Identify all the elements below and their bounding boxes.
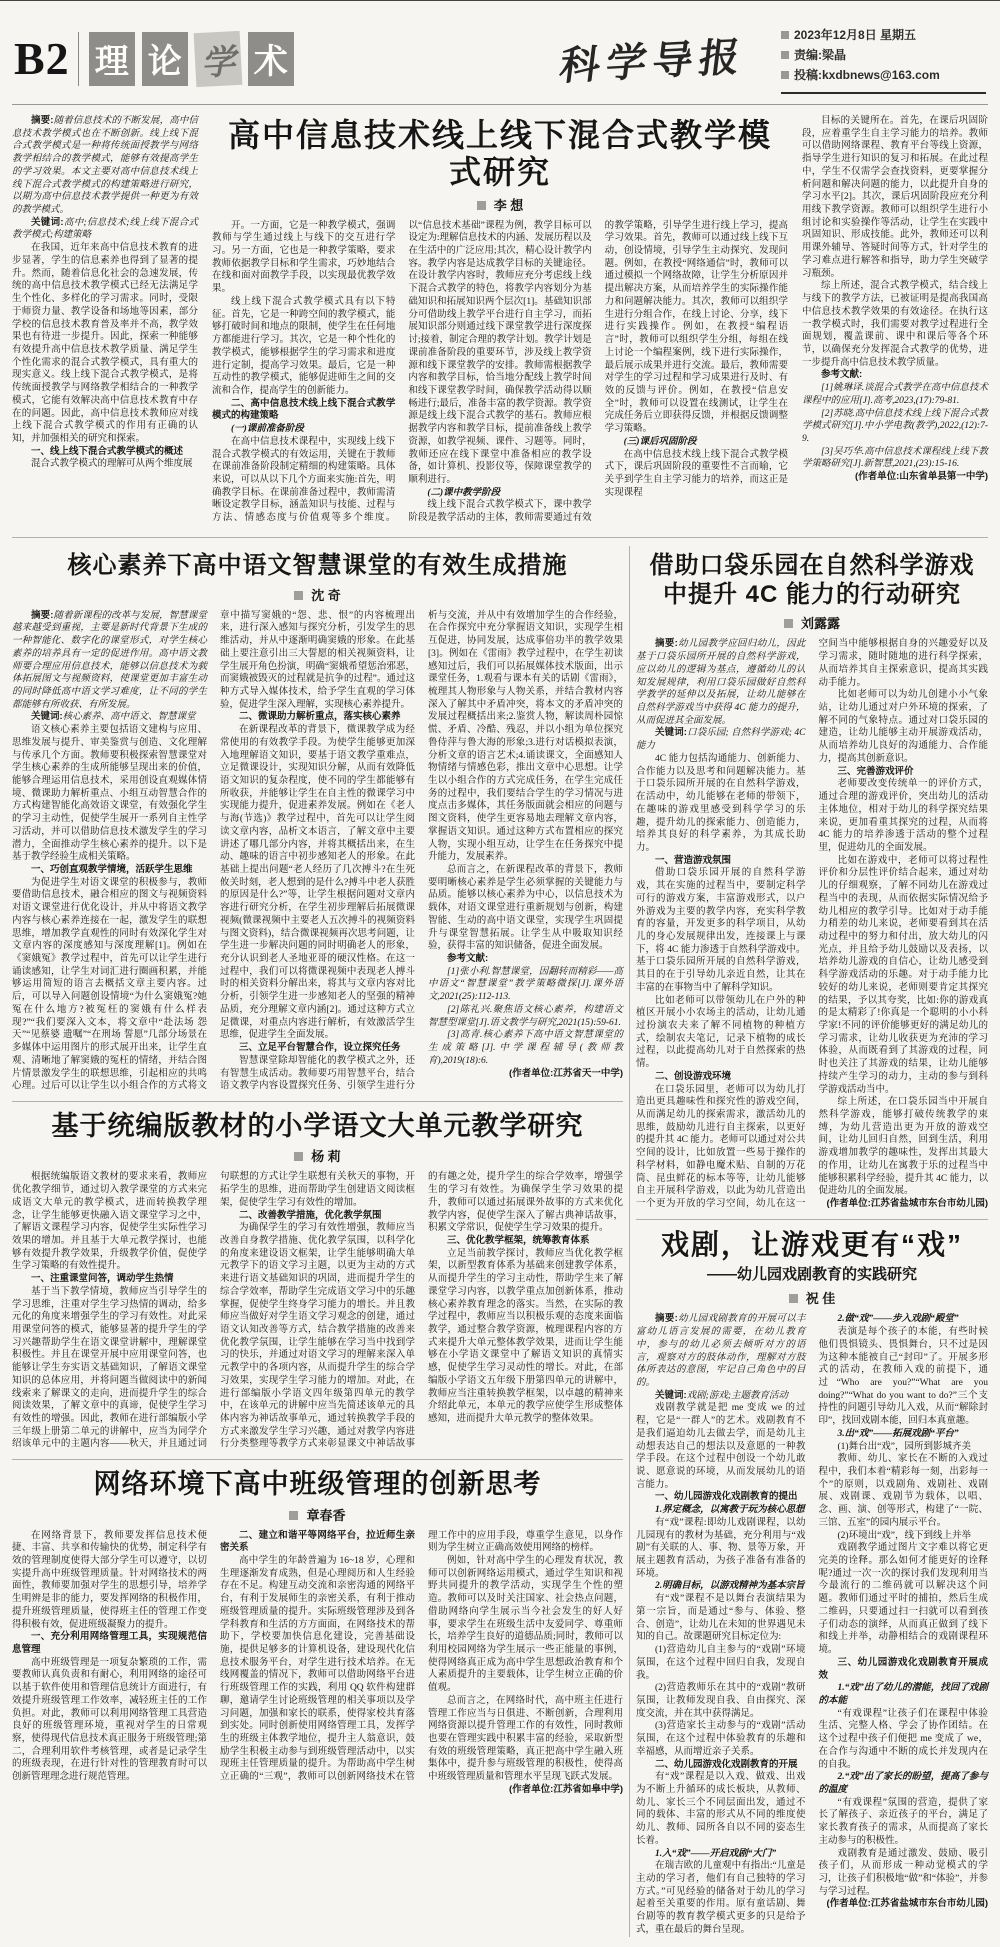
paragraph: 综上所述，混合式教学模式，结合线上与线下的教学方法，已被证明是提高我国高中信息技术教学效果的有效途径。在执行这一教学模式时，我们需要对教学过程进行全面规划，覆盖课前、课中和课后等各个环节，以确保充分发挥混合式教学的优势，进一步提升高中信息技术教学质量。: [802, 281, 988, 368]
paragraph: [2]陈礼兴.聚焦语文核心素养，构建语文智慧型课堂[J].语文教学与研究,2021(15):59-61.: [428, 1004, 623, 1028]
date-line: 2023年12月8日 星期五: [781, 26, 986, 43]
bullet-square-icon: [781, 71, 789, 79]
byline-marker-icon: [784, 619, 793, 628]
paragraph: 有“戏”课程:即幼儿戏剧课程，以幼儿园现有的教材为基础，充分利用与“戏剧”有关联的人、事、物、景等万象，开展主题教育活动，为孩子准备有准备的环境。: [636, 1517, 806, 1579]
paragraph: 为促进学生对语文课堂的积极参与，教师要借助信息技术，融合相应的图文与视频资料对语文课堂进行优化设计，并从中将语文教学内容与核心素养连接在一起，激发学生的联想思维，增加教学直观性的同时有效深化学生对文章内容的深度感知与深度理解[1]。例如在《窦娥冤》教学过程中，首先可以让学生进行诵读感知，让学生对词汇进行圈画积累，并能够运用简短的语言去概括文章主要内容。过后，可以导入问题创设情境“为什么窦娥冤?她冤在什么地方?被冤枉的窦娥有什么样表现?”“我们要深入文本，将文章中“赴法场 怨天”“见蔡婆 遗嘱”“在刑场 誓愿”几部分场景在多媒体中运用图片的形式展开出来，让学生直观、清晰地了解窦娥的冤枉的情绪，并结合图片情景激发学生的联想思维，引起相应的共鸣心理。过后可以让学生以小组合作的方式将文章中描写窦娥的“怨、悲、恨”的内容梳理出来，进行深入感知与探究分析，引发学生的思维活动，并从中逐渐明确窦娥的形象。在此基础上要注意引出三大誓愿的相关视频资料，让学生展开角色扮演，明确“窦娥希望惩治邪恶，而窦娥被毁灭的过程就是抗争的过程”。通过这种方式导入媒体技术，给予学生直观的学习体验，促进学生深入理解，实现核心素养提升。: [12, 610, 415, 1092]
article-4-title: 基于统编版教材的小学语文大单元教学研究: [51, 1110, 584, 1141]
article-5-byline: 祝 佳: [636, 1288, 988, 1307]
section-char-box: 论: [142, 32, 188, 86]
lower-band: [12, 546, 988, 1937]
article-3-title: 借助口袋乐园在自然科学游戏 中提升 4C 能力的行动研究: [649, 551, 975, 608]
article-6-body: [12, 1530, 623, 1797]
paragraph: 三、完善游戏评价: [837, 765, 914, 777]
paragraph: 关键词:高中;信息技术;线上线下混合式教学模式;构建策略: [12, 216, 199, 241]
horizontal-rule: [12, 1459, 623, 1460]
article-1-left-column: [12, 115, 198, 525]
editor-line: 责编:梁晶: [781, 46, 986, 63]
paragraph: 关键词:戏剧;游戏;主题教育活动: [655, 1389, 788, 1401]
paragraph: [3]高青.核心素养下高中语文智慧课堂的生成策略[J].中学课程辅导(教师教育),2019(18):6.: [428, 1030, 623, 1066]
paragraph: 例如，针对高中学生的心理发育状况，教师可以创新网络运用模式，通过学生知识和视野共同提升的教学活动，实现学生个性的塑造。教师可以及时关注国家、社会热点问题，借助网络向学生展示当今社会发生的好人好事，要求学生在班级生活中友爱同学、尊重师长，培养学生良好的道德品质;同时，教师可以利用校园网络为学生展示一些正能量的事例，使得网络真正成为高中学生思想政治教育和个人素质提升的主要载体，让学生树立正确的价值观。: [428, 1555, 623, 1694]
paragraph: 比如老师可以为幼儿创建小小气象站，让幼儿通过对户外环境的探索，了解不同的气象特点。通过对口袋乐园的建造，让幼儿能够主动开展游戏活动，从而培养幼儿良好的沟通能力、合作能力，提高其创新意识。: [818, 690, 988, 764]
paragraph: 二、高中信息技术线上线下混合式教学模式的构建策略: [212, 397, 396, 422]
paragraph: 一、幼儿园游戏化戏剧教育的提出: [655, 1491, 798, 1503]
vertical-rule: [629, 546, 630, 1937]
paragraph: [2]苏晓.高中信息技术线上线下混合式教学模式研究[J].中小学电教(教学),2022,(12):7-9.: [802, 408, 988, 444]
paragraph: 三、立足平台智慧合作，设立探究任务: [239, 1042, 401, 1054]
header-info-block: [781, 23, 986, 94]
paragraph: (作者单位:江苏省盐城市东台市幼儿园): [826, 1198, 988, 1210]
paragraph: (一)课前准备阶段: [231, 424, 304, 435]
bullet-square-icon: [781, 31, 789, 39]
article-class-management: [12, 1468, 623, 1796]
horizontal-rule: [636, 1219, 988, 1220]
paragraph: 老师要改变传统单一的评价方式，通过合理的游戏评价，突出幼儿的活动主体地位，相对于幼儿的科学探究结果来说，更加看重其探究的过程，从而将 4C 能力的培养渗透于活动的整个过程里，促进幼儿的全面发展。: [818, 779, 988, 853]
section-char-box: 理: [89, 32, 135, 86]
paragraph: (2)环境出“戏”，线下到线上并举: [837, 1530, 972, 1541]
article-1-byline: 李 想: [212, 195, 788, 214]
paragraph: 基于当下教学情境，教师应当引导学生的学习思维，注重对学生学习热情的调动，给多元化的角度来增强学生的学习有效性。对此采用课堂问答的模式，能够显著的提升学生的学习兴趣帮助学生在语文课堂讲解中，理解课堂积极性。并且在课堂开展中应用课堂问答，也能够让学生夯实语文基础知识，了解语文课堂知识的总体应用，并将问题当做阅读中的新闻线索来了解课文的走向，进而提升学生的综合阅读效果，了解文章中的真谛，促使学生学习有效性的增强。因此，教师在进行部编版小学三年级上册第二单元的讲解中，应当为同学介绍该单元中的主题内容——秋天，并且通过词句联想的方式让学生联想有关秋天的事物，开拓学生的思维，进而帮助学生创建语文阅读框架，促使学生学习有效性的增加。: [12, 1172, 415, 1450]
paragraph: 根据统编版语文教材的要求来看，教师应优化教学细节，通过切入教学课堂的方式来完成语文大单元的教学模式，进而转换教学理念，让学生能够更快融入语文课堂学习之中，了解语文课程学习内容，促使学生实际性学习效果的增加。并且基于大单元教学探讨，也能够有效提升教学效果，升级教学价值，促使学生学习策略的有效性提升。: [12, 1172, 207, 1272]
submission-email-line: 投稿:kxdbnews@163.com: [781, 66, 986, 83]
paragraph: 4C 能力包括沟通能力、创新能力、合作能力以及思考和问题解决能力。基于口袋乐园所开展的在自然科学游戏，在活动中，幼儿能够在老师的带领下，在趣味的游戏里感受到科学学习的乐趣，提升幼儿的探索能力、创造能力，培养其良好的科学素养，为其成长助力。: [636, 753, 806, 853]
section-char-box: 学: [193, 30, 242, 86]
paragraph: 有“戏”课程是以入戏、做戏、出戏为不断上升循环的成长板块，从教师、幼儿、家长三个不同层面出发，通过不同的载体、丰富的形式从不同的维度使幼儿、教师、园所各自以不同的姿态生长着。: [636, 1772, 806, 1846]
paragraph: (1)舞台出“戏”，园所到影城齐美: [837, 1441, 972, 1452]
paragraph: (3)营造家长主动参与的“戏剧”活动氛围，在这个过程中体验教育的乐趣和幸福感，从而增近亲子关系。: [636, 1721, 806, 1757]
paragraph: 综上所述，在口袋乐园当中开展自然科学游戏，能够打破传统教学的束缚，为幼儿营造出更为开放的游戏空间，让幼儿回归自然，回到生活，利用游戏增加教学的趣味性，发挥出其最大的作用，让幼儿在寓教于乐的过程当中能够积累科学经验，提升其 4C 能力，以促进幼儿的全面发展。: [818, 1097, 988, 1197]
paragraph: 高中学生的年龄普遍为 16~18 岁，心理和生理逐渐发育成熟，但是心理阅历和人生经验存在不足。构建互动交流和亲密沟通的网络平台，有利于发展师生的亲密关系，有利于推动班级管理质量的提升。实际班级管理涉及到各学科教育和生活的方方面面，在网络技术的帮助下，学校要加快信息化建设，完善基础设施，提供足够多的计算机设备，建设现代化信息技术服务平台，对学生进行技术培养。在无线网覆盖的情况下，教师可以借助网络平台进行班级管理工作的实践，利用 QQ 软件构建群聊，邀请学生讨论班级管理的相关事项以及学习问题，加强和家长的联系，使得家校共育落到实处。同时创新使用网络管理工具，发挥学生的班级主体教学地位，提升主人翁意识，鼓励学生积极主动参与到班级管理活动中，以实现班主任管理质量的提升。为帮助高中学生树立正确的“三观”，教师可以创新网络技术在管理工作中的应用手段，尊重学生意见，以身作则为学生树立正确高效使用网络的榜样。: [220, 1530, 623, 1783]
paragraph: 在高中信息技术线上线下混合式教学模式下，课后巩固阶段的重要性不言而喻，它关乎到学生自主学习能力的培养，而这正是实现课程: [604, 449, 788, 498]
article-4-byline: 杨 莉: [12, 1146, 623, 1165]
article-3-body: [636, 638, 988, 1210]
article-3-byline: 刘露露: [636, 613, 988, 632]
paragraph: 开。一方面，它是一种教学模式，强调教师与学生通过线上与线下的交互进行学习。另一方面，它也是一种教学策略，要求教师依据教学目标和学生需求，巧妙地结合在线和面对面教学手段，以实现最优教学效果。: [212, 220, 396, 295]
byline-marker-icon: [294, 591, 303, 600]
paragraph: 在高中信息技术课程中，实现线上线下混合式教学模式的有效运用，关键在于教师在课前准备阶段制定精细的构建策略。具体来说，可以从以下几个方面来实施:首先，明确教学目标。在课前准备过程中，教师需清晰设定教学目标，涵盖知识与技能、过程与方法、情感态度与价值观等多个维度。以“信息技术基础”课程为例，教学目标可以设定为:理解信息技术的内涵、发展历程以及在生活中的广泛应用;其次，精心设计教学内容。教学内容是达成教学目标的关键途径。在设计教学内容时，教师应充分考虑线上线下混合式教学的特色，将教学内容划分为基础知识和拓展知识两个层次[1]。基础知识部分可借助线上教学平台进行自主学习，而拓展知识部分则通过线下课堂教学进行深度探讨;接着，制定合理的教学计划。教学计划是课前准备阶段的重要环节，涉及线上教学资源和线下课堂教学的安排。教师需根据教学内容和教学目标，恰当地分配线上教学时间和线下课堂教学时间，确保教学活动得以顺畅进行;最后，准备丰富的教学资源。教学资源是线上线下混合式教学的基石。教师应根据教学内容和教学目标，提前准备线上教学资源，如教学视频、课件、习题等。同时，教师还应在线下课堂中准备相应的教学设备，如计算机、投影仪等，保障课堂教学的顺利进行。: [212, 220, 592, 524]
paragraph: 线上线下混合式教学模式具有以下特征。首先，它是一种跨空间的教学模式，能够打破时间和地点的限制，使学生在任何地方都能进行学习。其次，它是一种个性化的教学模式，能够根据学生的学习需求和进度进行定制，提高学习效果。最后，它是一种互动性的教学模式，能够促进师生之间的交流和合作，提高学生的创新能力。: [212, 296, 396, 396]
paragraph: [1]姚琳译.谈混合式教学在高中信息技术课程中的应用[J].高考,2023,(17):79-81.: [802, 383, 988, 406]
paragraph: 线上线下混合式教学模式下，课中教学阶段是教学活动的主体，教师需要通过有效的教学策略，引导学生进行线上学习，提高学习效果。首先，教师可以通过线上线下互动，创设情境，引导学生主动探究、发现问题。例如，在教授“网络通信”时，教师可以通过模拟一个网络故障，让学生分析原因并提出解决方案，从而培养学生的实际操作能力和问题解决能力。其次，教师可以组织学生进行分组合作，在线上讨论、分享，线下进行实践操作。例如，在教授“编程语言”时，教师可以组织学生分组，每组在线上讨论一个编程案例，线下进行实际操作，最后展示成果并进行交流。最后，教师需要对学生的学习过程和学习成果进行及时、有效的反馈与评价。例如，在教授“信息安全”时，教师可以设置在线测试，让学生在完成任务后立即获得反馈，并根据反馈调整学习策略。: [408, 220, 788, 524]
article-5-subtitle: ——幼儿园戏剧教育的实践研究: [706, 1266, 917, 1284]
paragraph: 摘要:随着信息技术的不断发展，高中信息技术教学模式也在不断创新。线上线下混合式教学模式是一种将传统面授教学与网络教学相结合的教学模式，能够有效提高学生的学习效果。本文主要对高中信息技术线上线下混合式教学模式的构建策略进行研究，以期为高中信息技术教学提供一种更为有效的教学模式。: [12, 115, 198, 216]
paragraph: 二、改善教学措施，优化教学氛围: [239, 1209, 382, 1221]
paragraph: 2.做“戏”——步入戏剧“殿堂”: [837, 1314, 959, 1325]
paragraph: 二、建立和谐平等网络平台，拉近师生亲密关系: [220, 1529, 415, 1554]
paragraph: 教师、幼儿、家长在不断的入戏过程中，我们本着“精彩每一刻，出彩每一个”的原则，以戏剧角、戏剧社、戏剧展、戏剧课、戏剧节为载体，以唱、念、画、演、创等形式，构建了“一院、三馆、五室”的园内展示平台。: [818, 1454, 988, 1528]
horizontal-rule: [12, 537, 988, 538]
paragraph: 一、巧创直观教学情境，活跃学生思维: [31, 864, 193, 876]
paragraph: 1.“戏”出了幼儿的潜能，找回了戏剧的本能: [818, 1683, 988, 1706]
article-6-title: 网络环境下高中班级管理的创新思考: [93, 1469, 542, 1500]
paragraph: 摘要:随着新课程的改革与发展，智慧课堂越来越受到重视，主要是新时代背景下生成的一种智能化、数字化的课堂形式，对学生核心素养的培养具有一定的促进作用。高中语文教师要合理应用信息技术，能够以信息技术为载体拓展图文与视频资料，使课堂更加丰富生动的同时降低高中语文学习难度，让不同的学生都能够有所收获、有所发展。: [12, 609, 207, 710]
paragraph: 借助口袋乐园开展的自然科学游戏，其在实施的过程当中，要制定科学可行的游戏方案，丰富游戏形式，以户外游戏为主要的教学内容，充实科学教育的容量，开发更多的科学项目，从幼儿的身心发展规律出发，连接课上与课下，将 4C 能力渗透于自然科学游戏中。基于口袋乐园所开展的自然科学游戏，其目的在于引导幼儿亲近自然，让其在丰富的在事物当中了解科学知识。: [636, 868, 806, 993]
paragraph: 智慧课堂除却智能化的教学模式之外，还有智慧生成活动。教师要巧用智慧平台，结合语文教学内容设置探究任务、引领学生进行分析与交流，并从中有效增加学生的合作经验，在合作探究中充分掌握语文知识，实现学生相互促进，协同发展，达成事倍功半的教学效果[3]。例如在《雷雨》教学过程中，在学生初读感知过后，我们可以拓展媒体技术版面，出示课堂任务，1.观看与课本有关的话剧《雷雨》，梳理其人物形象与人物关系，并结合教材内容深入了解其中矛盾冲突，将本文的矛盾冲突的发展过程概括出来;2.鉴赏人物，解读周朴园惊慌、矛盾、冷酷、残忍，并以小组为单位探究鲁侍萍与鲁大海的形象;3.进行对话模拟表演，分析文章的语言艺术;4.诵读课文，全面感知人物情绪与情感色彩，推出文章中心思想。让学生以小组合作的方式完成任务，在学生完成任务的过程中，我们要结合学生的学习情况与进度点击多媒体，其任务版面就会相应的问题与图文资料，使学生更容易地去理解文章内容，掌握语文知识。通过这种方式布置相应的探究人物，实现小组互动，让学生在任务探究中提升能力，发展素养。: [220, 610, 623, 1092]
paragraph: [1]张小利.智慧课堂，因翻转而精彩——高中语文“智慧课堂”教学策略微探[J].课外语文,2021(25):112-113.: [428, 966, 623, 1003]
paragraph: (作者单位:山东省单县第一中学): [855, 471, 988, 483]
paragraph: 在网络背景下，教师要发挥信息技术便捷、丰富、共享和传输快的优势，制定科学有效的管理制度使得大部分学生可以遵守，以切实提升高中班级管理质量。针对网络技术的两面性，教师要加强对学生的思想引导，培养学生明辨是非的能力，要发挥网络的积极作用，提升班级管理质量，使得班主任的管理工作变得积极有效，促进班级凝聚力的提升。: [12, 1530, 207, 1630]
paragraph: 1.界定概念，以寓教于玩为核心思想: [655, 1505, 805, 1516]
page-number: B2: [14, 32, 70, 84]
byline-marker-icon: [477, 201, 486, 210]
paragraph: 参考文献:: [447, 953, 489, 965]
paragraph: (1)营造幼儿自主参与的“戏剧”环境氛围，在这个过程中回归自我，发现自我。: [636, 1645, 806, 1681]
paragraph: 三、优化教学框架，统筹教育体系: [447, 1234, 590, 1246]
paragraph: 总而言之，在新课程改革的背景下，教师要明晰核心素养是学生必须掌握的关键能力与品质。能够以核心素养为中心，以信息技术为载体，对语文课堂进行重新规划与创新，构建智能、生动的高中语文课堂，实现学生巩固提升与课堂智慧拓展。让学生从中吸取知识经验，获得丰富的知识储备，促进全面发展。: [428, 865, 623, 952]
paragraph: 目标的关键所在。首先，在课后巩固阶段，应着重学生自主学习能力的培养。教师可以借助网络课程、教育平台等线上资源，指导学生进行知识的复习和拓展。在此过程中，学生不仅需学会查找资料，更要掌握分析问题和解决问题的能力，以此提升自身的学习水平[2]。其次，课后巩固阶段应充分利用线下教学资源。教师可以组织学生进行小组讨论和实验操作等活动，让学生在实践中巩固知识、形成技能。此外，教师还可以利用课外辅导、答疑时间等方式，针对学生的学习难点进行解答和指导，助力学生突破学习瓶颈。: [802, 116, 988, 279]
paragraph: 高中班级管理是一项复杂繁琐的工作，需要教师认真负责和有耐心，利用网络的途径可以基于软件使用和管理信息统计方面进行，有效提升班级管理工作效率，减轻班主任的工作负担。对此，教师可以利用网络管理工具营造良好的班级管理环境，重视对学生的日常观察，使得现代信息技术真正服务于班级管理;第二，合理利用软件考核管理，或者是记录学生的班级表现，在进行针对性的管理教育时可以创新管理理念进行规范管理。: [12, 1657, 207, 1783]
paragraph: [3]吴巧华.高中信息技术课程线上线下教学策略研究[J].新智慧,2021,(23):15-16.: [802, 446, 988, 470]
page-header: [12, 7, 988, 105]
paragraph: (2)营造教师乐在其中的“戏剧”教研氛围，让教师发现自我、自由探究、深度交流，并在其中获得满足。: [636, 1683, 806, 1719]
article-1-body: [212, 220, 788, 525]
paragraph: 摘要:幼儿园教学应回归幼儿，因此基于口袋乐园所开展的自然科学游戏，应以幼儿的逻辑为基点，遵循幼儿的认知发展规律，利用口袋乐园做好自然科学教学的延伸以及拓展，让幼儿能够在自然科学游戏当中获得 4C 能力的提升，从而促进其全面发展。: [636, 638, 806, 726]
article-drama-education: [636, 1228, 988, 1937]
article-5-title: 戏剧，让游戏更有“戏”: [660, 1228, 963, 1260]
masthead-logo: 科学导报: [557, 34, 749, 89]
header-divider: [78, 32, 79, 86]
article-1-right-column: [802, 115, 988, 525]
paragraph: 立足当前教学探讨，教师应当优化教学框架，以新型教育体系为基础来创建教学体系，从而提升学生的学习主动性，帮助学生来了解课堂学习内容，以教学重点加创新体系，推动核心素养教育理念的落实。当然，在实际的教学过程中，教师应当以积极乐观的态度来面临教学，通过整合教学资源，梳理课程内容的方式来提升大单元整体教学效果，进而让学生能够在小学语文课堂中了解语文知识的真情实感，促使学生学习灵动性的增长。对此，在部编版小学语文五年级下册第四单元的讲解中，教师应当注重转换教学框架，以卓越的精神来介绍此单元，本单元的教学应使学生形成整体感知，进而提升大单元教学的整体效果。: [428, 1248, 623, 1424]
paragraph: 一、充分利用网络管理工具，实现规范信息管理: [12, 1631, 207, 1656]
paragraph: 2.“戏”出了家长的盼望，提高了参与的温度: [818, 1772, 988, 1795]
paragraph: 戏剧教学通过图片文字难以将它更完美的诠释。那么如何才能更好的诠释呢?通过一次一次的探讨我们发现利用当今最流行的二维码就可以解决这个问题。教师们通过平时的捕拍，然后生成二维码，只要通过扫一扫就可以看到孩子们动态的演绎，从而真正做到了线下和线上并举，动静相结合的戏剧课程环境。: [818, 1543, 988, 1656]
paragraph: 在新课程改革的背景下，微课教学成为经常使用的有效教学手段。为使学生能够更加深入地理解语文知识，要基于语文教学重难点，立足微课设计，实现知识分解，从而有效降低语文知识的复杂程度，使不同的学生都能够有所收获，并能够让学生在自主性的微课学习中实现能力提升，促进素养发展。例如在《老人与海(节选)》教学过程中，首先可以让学生阅读文章内容，品析文本语言，了解文章中主要讲述了哪几部分内容，并将其概括出来，在生动、趣味的语言中初步感知老人的形象。在此基础上提出问题“老人经历了几次搏斗?在生死攸关时刻，老人想到的是什么?搏斗中老人获胜的原因是什么?”等，让学生根据问题对文章内容进行研究分析，在学生初步理解后拓展微课视频(微课视频中主要老人五次搏斗的视频资料与图文资料)，结合微课视频再次思考问题，让学生进一步解决问题的同时明确老人的形象，充分认识到老人圣地亚哥的硬汉性格。在这一过程中，我们可以将微课视频中表现老人搏斗时的相关资料分解出来，将其与文章内容对比分析，引领学生进一步感知老人的坚强的精神品质，充分理解文章内涵[2]。通过这种方式立足微课，对重点内容进行解析，有效激活学生思维，促进学生全面发展。: [220, 725, 415, 1041]
article-1-center: [212, 115, 788, 525]
section-title: [89, 32, 294, 86]
paragraph: “有戏课程”氛围的营造，提供了家长了解孩子、亲近孩子的平台，满足了家长教育孩子的需求，从而提高了家长主动参与的积极性。: [818, 1797, 988, 1846]
paragraph: 在瑞吉欧的儿童观中有指出:“儿童是主动的学习者，他们有自己独特的学习方式。”可见经验的储备对于幼儿的学习起着至关重要的作用。原有童话剧、舞台剧等的教育教学模式更多的只是给予式，重在最后的舞台呈现。: [636, 1861, 806, 1935]
paragraph: 1.入“戏”——开启戏剧“大门”: [655, 1848, 777, 1859]
paragraph: 表演是每个孩子的本能，有些时候他们畏惧镜头、畏惧舞台，只不过是因为这种本能被自己“封印”了。开展多形式的活动，在教师入戏的前提下，通过“Who are you?”“What are you doing?”“What do you want to do?”三个支持性的问题引导幼儿入戏，从而“解除封印”，找回戏剧本能，回归本真童趣。: [818, 1327, 988, 1427]
paragraph: 参考文献:: [821, 369, 863, 381]
paragraph: 在我国，近年来高中信息技术教育的进步显著，学生的信息素养也得到了显著的提升。然而，随着信息化社会的急速发展，传统的高中信息技术教学模式已经无法满足学生个性化、多样化的学习需求。同时，受限于师资力量、教学设备和场地等因素，部分学校的信息技术教育普及率并不高，教学效果也有待进一步提升。因此，探索一种能够有效提升高中信息技术教学质量、满足学生个性化需求的混合式教学模式，具有重大的现实意义。线上线下混合式教学模式，是将传统面授教学与网络教学相结合的一种教学模式，它能有效解决高中信息技术教育中存在的问题。因此，高中信息技术教师应对线上线下混合式教学模式的作用有正确的认知，并加强相关的研究和探索。: [12, 243, 198, 444]
paragraph: 比如在游戏中，老师可以将过程性评价和分层性评价结合起来，通过对幼儿的仔细观察，了解不同幼儿在游戏过程当中的表现，从而依据实际情况给予幼儿相应的教学引导。比如对于动手能力稍差的幼儿来说，老师要看到其在活动过程中的努力和付出，放大幼儿的闪光点，并且给予幼儿鼓励以及表扬，以培养幼儿游戏的自信心，让幼儿感受到科学游戏活动的乐趣。对于动手能力比较好的幼儿来说，老师则要肯定其探究的结果，予以其夸奖，比如:你的游戏真的是太精彩了!你真是一个聪明的小小科学家!不同的评价能够更好的满足幼儿的学习需求，让幼儿收获更为充沛的学习体验，从而既看到了其游戏的过程，同时也关注了其游戏的结果，让幼儿能够持续产生学习的动力，主动的参与到科学游戏活动当中。: [818, 855, 988, 1095]
paragraph: 总而言之，在网络时代，高中班主任进行管理工作应当与日俱进、不断创新，合理利用网络资源以提升管理工作的有效性，同时教师也要在管理实践中积累丰富的经验，采取新型有效的班级管理策略，真正把高中学生融入班集体中，提升参与班级管理的积极性，使得高中班级管理质量和管理水平呈现飞跃式发展。: [428, 1695, 623, 1783]
paragraph: 一、线上线下混合式教学模式的概述: [31, 445, 184, 457]
paragraph: 三、幼儿园游戏化戏剧教育开展成效: [818, 1656, 988, 1681]
paragraph: 3.出“戏”——拓展戏剧“平台”: [837, 1428, 959, 1439]
left-section: [12, 546, 623, 1937]
paragraph: 关键词:核心素养、高中语文、智慧课堂: [31, 711, 196, 723]
paragraph: (作者单位:江苏省天一中学): [509, 1067, 623, 1079]
article-2-byline: 沈 奇: [12, 585, 623, 604]
paragraph: 戏剧教学就是把 me 变成 we 的过程，它是“一群人”的艺术。戏剧教育不是我们逼迫幼儿去做去学，而是幼儿主动想表达自己的想法以及意愿的一种教学手段。在这个过程中创设一个幼儿敢说、愿意说的环境，从而发展幼儿的语言能力。: [636, 1403, 806, 1490]
article-5-body: [636, 1313, 988, 1936]
paragraph: 混合式教学模式的理解可从两个维度展: [31, 459, 193, 470]
paragraph: 二、微课助力解析重点，落实核心素养: [239, 711, 401, 723]
paragraph: (三)课后巩固阶段: [623, 436, 697, 447]
article-2-body: [12, 610, 623, 1093]
paragraph: 语文核心素养主要包括语文建构与应用、思维发展与提升、审美鉴赏与创造、文化理解与传承几个方面。教师要积极探索智慧课堂对学生核心素养的生成所能够呈现出来的价值，能够合理运用信息技术，采用创设直观媒体情境、微课助力解析重点、小组互动智慧合作的方式构建智能化高效语文课堂，有效强化学生的学习主动性，促使学生展开一系列自主性学习活动，并可以借助信息技术激发学生的学习潜力，全面推动学生核心素养的提升。以下是基于教学经验生成相关策略。: [12, 725, 207, 863]
paragraph: 在口袋乐园里，老师可以为幼儿打造出更具趣味性和探究性的游戏空间，从而满足幼儿的探索需求，激活幼儿的思维，鼓励幼儿进行自主探索，以更好的提升其 4C 能力。老师可以通过对公共空间的设计，比如放置一些易于操作的科学材料，如静电魔术贴、自制的万花筒、昆虫鲜花的标本等等，让幼儿能够自主开展科学游戏，以此为幼儿营造出一个更为开放的学习空间，幼儿在这一空间当中能够根据自身的兴趣爱好以及学习需求，随时随地的进行科学探索，从而培养其自主探索意识，提高其实践动手能力。: [636, 639, 988, 1210]
article-1-title: 高中信息技术线上线下混合式教学模式研究: [227, 117, 772, 190]
paragraph: 关键词:口袋乐园; 自然科学游戏; 4C 能力: [636, 727, 806, 752]
paragraph: 一、注重课堂问答，调动学生热情: [31, 1273, 174, 1285]
paragraph: 2.明确目标，以游戏精神为基本宗旨: [655, 1581, 805, 1592]
article-4-body: [12, 1171, 623, 1451]
byline-marker-icon: [289, 1511, 298, 1520]
article-2-title: 核心素养下高中语文智慧课堂的有效生成措施: [67, 551, 568, 579]
paragraph: (作者单位:江苏省盐城市东台市幼儿园): [826, 1898, 988, 1910]
section-char-box: 术: [248, 32, 294, 86]
paragraph: 戏剧教育是通过激发、鼓励、吸引孩子们，从而形成一种动觉模式的学习，让孩子们积极地“做”和“体验”，并参与学习过程。: [818, 1848, 988, 1897]
paragraph: 二、幼儿园游戏化戏剧教育的开展: [655, 1758, 798, 1770]
article-smart-classroom: [12, 552, 623, 1093]
bullet-square-icon: [781, 51, 789, 59]
paragraph: “有戏课程”让孩子们在课程中体验生活、完整人格、学会了协作团结。在这个过程中孩子们便把 me 变成了 we，在合作与沟通中不断的成长并发现内在的自我。: [818, 1708, 988, 1770]
right-section: [636, 546, 988, 1937]
paragraph: 一、营造游戏氛围: [655, 854, 732, 866]
byline-marker-icon: [294, 1152, 303, 1161]
article-blended-teaching: [12, 105, 988, 529]
article-6-byline: 章春香: [12, 1505, 623, 1524]
paragraph: 二、创设游戏环境: [655, 1070, 732, 1082]
paragraph: 有“戏”课程不是以舞台表演结果为第一宗旨，而是通过“参与、体验、整合、创造”，让幼儿在未知的世界遇见未知的自己。故课题研究目标定位为:: [636, 1594, 806, 1643]
paragraph: (作者单位:江苏省如皋中学): [509, 1783, 623, 1795]
paragraph: 比如老师可以带领幼儿在户外的种植区开展小小农场主的活动，让幼儿通过扮演农夫来了解不同植物的种植方式，绘制农夫笔记，记录下植物的成长过程，以此提高幼儿对于自然探索的热情。: [636, 995, 806, 1070]
article-pocket-park: [636, 552, 988, 1211]
paragraph: 摘要:幼儿园戏剧教育的开展可以丰富幼儿语言发展的需要，在幼儿教育中，参与的幼儿必须去倾听对方的语言，观察对方的肢体动作，理解对方肢体所表达的意图，牢记自己角色中的目的。: [636, 1313, 806, 1388]
horizontal-rule: [12, 1101, 623, 1102]
article-unit-teaching: [12, 1110, 623, 1451]
byline-marker-icon: [789, 1294, 798, 1303]
paragraph: 为确保学生的学习有效性增强，教师应当改善自身教学措施、优化教学氛围，以科学化的角度来建设语文框架，让学生能够明确大单元教学下的语文学习主题，以更为主动的方式来进行语文基础知识的巩固，进而提升学生的综合学效率，帮助学生完成语文学习中的乐趣掌握，促使学生终身学习能力的增长。并且教师应当做好对学生语文学习观念的创建，通过语文认知改善等方式，结合教学措施的改善来优化教学氛围，让学生能够在学习当中找到学习的快乐，并通过对语文学习的理解来深入单元教学中的各项内容，从而提升学生的综合学习效果，实现学生学习能力的增加。对此，在进行部编版小学语文四年级第四单元的教学中，在该单元的讲解中应当先简述该单元的具体内容为神话故事单元，通过转换教学手段的方式来激发学生学习兴趣，通过对教学内容进行分类整理等教学方式来彰显课文中神话故事的有趣之处，提升学生的综合学效率，增强学生的学习有效性。为确保学生学习效果的提升，教师可以通过拓展课外故事的方式来优化教学内容，促使学生深入了解古典神话故事，积累文学常识，促使学生学习效果的提升。: [220, 1172, 623, 1450]
paragraph: (二)课中教学阶段: [427, 487, 501, 498]
